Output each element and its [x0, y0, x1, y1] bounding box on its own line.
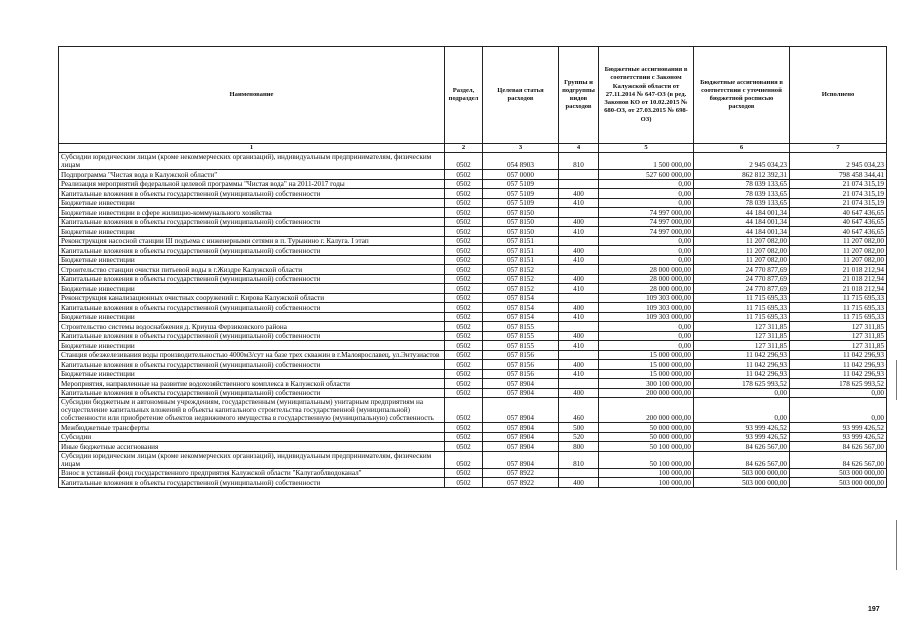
- cell-article: 057 8152: [483, 265, 559, 275]
- column-number: 7: [790, 144, 887, 153]
- cell-article: 057 5109: [483, 179, 559, 189]
- cell-revised: 127 311,85: [694, 322, 790, 332]
- cell-section: 0502: [445, 284, 483, 294]
- cell-revised: 2 945 034,23: [694, 153, 790, 170]
- cell-executed: 0,00: [790, 398, 887, 423]
- cell-group: 500: [559, 423, 599, 433]
- cell-law: 0,00: [599, 255, 694, 265]
- table-row: [59, 198, 887, 208]
- cell-section: 0502: [445, 274, 483, 284]
- cell-revised: 11 715 695,33: [694, 312, 790, 322]
- cell-law: 50 000 000,00: [599, 423, 694, 433]
- cell-article: 057 8151: [483, 255, 559, 265]
- cell-executed: 11 715 695,33: [790, 303, 887, 313]
- table-row: [59, 208, 887, 218]
- cell-article: 057 8922: [483, 468, 559, 478]
- cell-executed: 178 625 993,52: [790, 379, 887, 389]
- cell-name: Взнос в уставный фонд государственного предприятия Калужской области "Калугаоблводоканал": [59, 468, 445, 478]
- cell-name: Капитальные вложения в объекты государственной (муниципальной) собственности: [59, 274, 445, 284]
- table-row: [59, 388, 887, 398]
- cell-name: Капитальные вложения в объекты государственной (муниципальной) собственности: [59, 331, 445, 341]
- cell-revised: 127 311,85: [694, 331, 790, 341]
- cell-revised: 127 311,85: [694, 341, 790, 351]
- cell-revised: 93 999 426,52: [694, 432, 790, 442]
- cell-name: Капитальные вложения в объекты государственной (муниципальной) собственности: [59, 246, 445, 256]
- cell-name: Реконструкция канализационных очистных сооружений г. Кирова Калужской области: [59, 293, 445, 303]
- cell-section: 0502: [445, 293, 483, 303]
- cell-section: 0502: [445, 312, 483, 322]
- cell-revised: 11 207 082,00: [694, 255, 790, 265]
- cell-section: 0502: [445, 350, 483, 360]
- cell-section: 0502: [445, 360, 483, 370]
- cell-article: 057 8154: [483, 293, 559, 303]
- cell-section: 0502: [445, 217, 483, 227]
- table-row: [59, 331, 887, 341]
- cell-section: 0502: [445, 468, 483, 478]
- cell-revised: 11 715 695,33: [694, 293, 790, 303]
- cell-revised: 11 042 296,93: [694, 350, 790, 360]
- cell-article: 057 5109: [483, 198, 559, 208]
- cell-group: 410: [559, 312, 599, 322]
- cell-name: Бюджетные инвестиции: [59, 369, 445, 379]
- cell-name: Капитальные вложения в объекты государственной (муниципальной) собственности: [59, 217, 445, 227]
- table-row: [59, 379, 887, 389]
- cell-section: 0502: [445, 303, 483, 313]
- cell-law: 15 000 000,00: [599, 350, 694, 360]
- cell-name: Бюджетные инвестиции: [59, 255, 445, 265]
- cell-executed: 798 458 344,41: [790, 170, 887, 180]
- cell-article: 057 8155: [483, 322, 559, 332]
- cell-executed: 11 207 082,00: [790, 246, 887, 256]
- cell-law: 28 000 000,00: [599, 265, 694, 275]
- cell-name: Субсидии юридическим лицам (кроме некоммерческих организаций), индивидуальным предпринимателям, физическим лицам: [59, 153, 445, 170]
- cell-article: 057 8904: [483, 442, 559, 452]
- cell-group: 520: [559, 432, 599, 442]
- cell-revised: 44 184 001,34: [694, 227, 790, 237]
- cell-section: 0502: [445, 442, 483, 452]
- cell-revised: 93 999 426,52: [694, 423, 790, 433]
- cell-revised: 0,00: [694, 388, 790, 398]
- table-row: [59, 170, 887, 180]
- cell-executed: 40 647 436,65: [790, 227, 887, 237]
- cell-law: 74 997 000,00: [599, 208, 694, 218]
- cell-name: Капитальные вложения в объекты государственной (муниципальной) собственности: [59, 360, 445, 370]
- cell-executed: 21 018 212,94: [790, 265, 887, 275]
- cell-name: Подпрограмма "Чистая вода в Калужской области": [59, 170, 445, 180]
- cell-law: 109 303 000,00: [599, 312, 694, 322]
- cell-section: 0502: [445, 331, 483, 341]
- cell-group: 410: [559, 341, 599, 351]
- cell-executed: 127 311,85: [790, 331, 887, 341]
- table-row: [59, 236, 887, 246]
- scan-edge-mark: [896, 520, 897, 570]
- cell-revised: 11 715 695,33: [694, 303, 790, 313]
- cell-group: [559, 322, 599, 332]
- cell-name: Бюджетные инвестиции: [59, 312, 445, 322]
- cell-executed: 40 647 436,65: [790, 208, 887, 218]
- cell-group: 400: [559, 388, 599, 398]
- cell-revised: 78 039 133,65: [694, 198, 790, 208]
- cell-executed: 40 647 436,65: [790, 217, 887, 227]
- cell-group: [559, 179, 599, 189]
- table-row: [59, 227, 887, 237]
- cell-group: [559, 170, 599, 180]
- cell-law: 527 600 000,00: [599, 170, 694, 180]
- cell-section: 0502: [445, 236, 483, 246]
- cell-section: 0502: [445, 322, 483, 332]
- cell-section: 0502: [445, 246, 483, 256]
- table-row: [59, 153, 887, 170]
- cell-name: Бюджетные инвестиции: [59, 284, 445, 294]
- cell-law: 15 000 000,00: [599, 369, 694, 379]
- cell-law: 0,00: [599, 236, 694, 246]
- table-row: [59, 179, 887, 189]
- cell-group: 410: [559, 255, 599, 265]
- cell-group: [559, 350, 599, 360]
- cell-article: 057 8904: [483, 379, 559, 389]
- cell-article: 057 8155: [483, 341, 559, 351]
- cell-name: Бюджетные инвестиции: [59, 341, 445, 351]
- column-number: 1: [59, 144, 445, 153]
- column-numbers-row: [59, 144, 887, 153]
- cell-group: 800: [559, 442, 599, 452]
- cell-group: 400: [559, 189, 599, 199]
- cell-law: 200 000 000,00: [599, 388, 694, 398]
- cell-revised: 84 626 567,00: [694, 451, 790, 468]
- cell-group: 400: [559, 478, 599, 488]
- cell-section: 0502: [445, 388, 483, 398]
- cell-article: 057 5109: [483, 189, 559, 199]
- cell-group: 810: [559, 153, 599, 170]
- cell-group: [559, 236, 599, 246]
- cell-name: Бюджетные инвестиции: [59, 227, 445, 237]
- cell-group: 400: [559, 217, 599, 227]
- cell-name: Капитальные вложения в объекты государственной (муниципальной) собственности: [59, 478, 445, 488]
- cell-law: 28 000 000,00: [599, 274, 694, 284]
- cell-name: Субсидии бюджетным и автономным учреждениям, государственным (муниципальным) унитарным предприятиям на осуществление капитальных вложений в объекты капитального строительства государственной (муниципальной) собственности или приобретение объектов недвижимого имущества в государственную (муниципальную) собственность: [59, 398, 445, 423]
- cell-executed: 11 207 082,00: [790, 255, 887, 265]
- cell-name: Бюджетные инвестиции в сфере жилищно-коммунального хозяйства: [59, 208, 445, 218]
- cell-law: 50 000 000,00: [599, 432, 694, 442]
- cell-revised: 11 207 082,00: [694, 246, 790, 256]
- column-number: 3: [483, 144, 559, 153]
- cell-article: 057 8151: [483, 246, 559, 256]
- cell-law: 100 000,00: [599, 468, 694, 478]
- cell-executed: 0,00: [790, 388, 887, 398]
- cell-section: 0502: [445, 423, 483, 433]
- cell-law: 100 000,00: [599, 478, 694, 488]
- cell-revised: 0,00: [694, 398, 790, 423]
- cell-revised: 84 626 567,00: [694, 442, 790, 452]
- cell-executed: 21 074 315,19: [790, 189, 887, 199]
- cell-law: 50 100 000,00: [599, 442, 694, 452]
- table-row: [59, 265, 887, 275]
- cell-article: 057 8152: [483, 274, 559, 284]
- cell-article: 057 8904: [483, 423, 559, 433]
- cell-executed: 11 715 695,33: [790, 293, 887, 303]
- cell-law: 109 303 000,00: [599, 293, 694, 303]
- cell-article: 057 8156: [483, 350, 559, 360]
- cell-law: 0,00: [599, 189, 694, 199]
- cell-article: 057 8904: [483, 451, 559, 468]
- cell-section: 0502: [445, 398, 483, 423]
- cell-article: 057 8154: [483, 303, 559, 313]
- cell-law: 200 000 000,00: [599, 398, 694, 423]
- cell-section: 0502: [445, 208, 483, 218]
- cell-revised: 503 000 000,00: [694, 468, 790, 478]
- cell-revised: 11 042 296,93: [694, 369, 790, 379]
- table-body: [59, 153, 887, 488]
- cell-section: 0502: [445, 369, 483, 379]
- table-row: [59, 468, 887, 478]
- cell-law: 28 000 000,00: [599, 284, 694, 294]
- table-row: [59, 217, 887, 227]
- cell-section: 0502: [445, 341, 483, 351]
- cell-group: 400: [559, 246, 599, 256]
- table-row: [59, 284, 887, 294]
- cell-section: 0502: [445, 189, 483, 199]
- cell-article: 057 8922: [483, 478, 559, 488]
- cell-group: [559, 265, 599, 275]
- cell-name: Мероприятия, направленные на развитие водохозяйственного комплекса в Калужской области: [59, 379, 445, 389]
- table-row: [59, 360, 887, 370]
- cell-article: 057 8150: [483, 217, 559, 227]
- cell-executed: 93 999 426,52: [790, 423, 887, 433]
- cell-group: 460: [559, 398, 599, 423]
- cell-executed: 21 018 212,94: [790, 274, 887, 284]
- cell-name: Капитальные вложения в объекты государственной (муниципальной) собственности: [59, 388, 445, 398]
- cell-group: 410: [559, 227, 599, 237]
- cell-executed: 11 207 082,00: [790, 236, 887, 246]
- cell-revised: 24 770 877,69: [694, 274, 790, 284]
- cell-name: Строительство системы водоснабжения д. Криуша Ферзиковского района: [59, 322, 445, 332]
- cell-law: 74 997 000,00: [599, 227, 694, 237]
- cell-executed: 11 715 695,33: [790, 312, 887, 322]
- cell-executed: 21 018 212,94: [790, 284, 887, 294]
- cell-name: Капитальные вложения в объекты государственной (муниципальной) собственности: [59, 303, 445, 313]
- cell-section: 0502: [445, 432, 483, 442]
- cell-law: 0,00: [599, 322, 694, 332]
- cell-name: Реконструкция насосной станции III подъема с инженерными сетями в п. Турынино г. Калуга. I этап: [59, 236, 445, 246]
- table-row: [59, 322, 887, 332]
- cell-law: 74 997 000,00: [599, 217, 694, 227]
- cell-group: 410: [559, 198, 599, 208]
- cell-article: 057 0000: [483, 170, 559, 180]
- table-row: [59, 369, 887, 379]
- table-row: [59, 398, 887, 423]
- header-article: Целевая статья расходов: [483, 47, 559, 144]
- cell-executed: 503 000 000,00: [790, 468, 887, 478]
- cell-name: Станция обезжелезивания воды производительностью 4000м3/сут на базе трех скважин в г.Малоярославец, ул.Энтузиастов: [59, 350, 445, 360]
- header-revised: Бюджетные ассигнования в соответствии с уточненной бюджетной росписью расходов: [694, 47, 790, 144]
- cell-group: 410: [559, 284, 599, 294]
- cell-section: 0502: [445, 451, 483, 468]
- cell-group: [559, 468, 599, 478]
- cell-revised: 44 184 001,34: [694, 208, 790, 218]
- cell-law: 0,00: [599, 246, 694, 256]
- column-number: 5: [599, 144, 694, 153]
- column-number: 4: [559, 144, 599, 153]
- cell-article: 057 8156: [483, 369, 559, 379]
- cell-law: 300 100 000,00: [599, 379, 694, 389]
- cell-name: Иные бюджетные ассигнования: [59, 442, 445, 452]
- table-row: [59, 478, 887, 488]
- cell-article: 057 8156: [483, 360, 559, 370]
- cell-revised: 178 625 993,52: [694, 379, 790, 389]
- cell-revised: 862 812 392,31: [694, 170, 790, 180]
- table-row: [59, 423, 887, 433]
- cell-law: 50 100 000,00: [599, 451, 694, 468]
- cell-section: 0502: [445, 227, 483, 237]
- cell-article: 057 8904: [483, 398, 559, 423]
- cell-group: [559, 379, 599, 389]
- cell-executed: 11 042 296,93: [790, 360, 887, 370]
- cell-revised: 78 039 133,65: [694, 189, 790, 199]
- cell-article: 054 8903: [483, 153, 559, 170]
- cell-name: Капитальные вложения в объекты государственной (муниципальной) собственности: [59, 189, 445, 199]
- scan-edge-mark: [896, 360, 897, 400]
- cell-name: Субсидии юридическим лицам (кроме некоммерческих организаций), индивидуальным предпринимателям, физическим лицам: [59, 451, 445, 468]
- cell-group: 810: [559, 451, 599, 468]
- column-number: 2: [445, 144, 483, 153]
- cell-law: 0,00: [599, 198, 694, 208]
- table-row: [59, 189, 887, 199]
- cell-group: 400: [559, 303, 599, 313]
- page-number: 197: [868, 606, 880, 613]
- cell-executed: 93 999 426,52: [790, 432, 887, 442]
- cell-executed: 127 311,85: [790, 341, 887, 351]
- cell-article: 057 8154: [483, 312, 559, 322]
- cell-section: 0502: [445, 255, 483, 265]
- cell-name: Межбюджетные трансферты: [59, 423, 445, 433]
- cell-law: 1 500 000,00: [599, 153, 694, 170]
- cell-name: Бюджетные инвестиции: [59, 198, 445, 208]
- cell-group: 410: [559, 369, 599, 379]
- header-name: Наименование: [59, 47, 445, 144]
- budget-table: [58, 46, 887, 488]
- cell-executed: 84 626 567,00: [790, 451, 887, 468]
- table-row: [59, 451, 887, 468]
- cell-article: 057 8155: [483, 331, 559, 341]
- cell-executed: 84 626 567,00: [790, 442, 887, 452]
- cell-section: 0502: [445, 170, 483, 180]
- cell-revised: 11 042 296,93: [694, 360, 790, 370]
- cell-section: 0502: [445, 265, 483, 275]
- cell-executed: 127 311,85: [790, 322, 887, 332]
- cell-revised: 24 770 877,69: [694, 284, 790, 294]
- cell-revised: 78 039 133,65: [694, 179, 790, 189]
- cell-name: Субсидии: [59, 432, 445, 442]
- header-law: Бюджетные ассигнования в соответствии с Законом Калужской области от 27.11.2014 № 647-ОЗ (в ред. Законов КО от 10.02.2015 № 680-ОЗ, от 27.03.2015 № 698-ОЗ): [599, 47, 694, 144]
- cell-executed: 21 074 315,19: [790, 198, 887, 208]
- cell-section: 0502: [445, 478, 483, 488]
- header-executed: Исполнено: [790, 47, 887, 144]
- header-section: Раздел, подраздел: [445, 47, 483, 144]
- cell-article: 057 8151: [483, 236, 559, 246]
- cell-law: 0,00: [599, 341, 694, 351]
- cell-article: 057 8904: [483, 432, 559, 442]
- cell-law: 109 303 000,00: [599, 303, 694, 313]
- table-row: [59, 255, 887, 265]
- cell-section: 0502: [445, 198, 483, 208]
- table-row: [59, 274, 887, 284]
- cell-law: 15 000 000,00: [599, 360, 694, 370]
- cell-group: 400: [559, 274, 599, 284]
- cell-group: 400: [559, 360, 599, 370]
- cell-article: 057 8152: [483, 284, 559, 294]
- cell-law: 0,00: [599, 331, 694, 341]
- table-row: [59, 350, 887, 360]
- header-row: [59, 47, 887, 144]
- table-row: [59, 432, 887, 442]
- cell-group: [559, 208, 599, 218]
- cell-group: 400: [559, 331, 599, 341]
- table-row: [59, 246, 887, 256]
- cell-executed: 11 042 296,93: [790, 350, 887, 360]
- cell-section: 0502: [445, 379, 483, 389]
- cell-name: Реализация мероприятий федеральной целевой программы "Чистая вода" на 2011-2017 годы: [59, 179, 445, 189]
- cell-revised: 11 207 082,00: [694, 236, 790, 246]
- cell-executed: 11 042 296,93: [790, 369, 887, 379]
- cell-revised: 503 000 000,00: [694, 478, 790, 488]
- table-row: [59, 312, 887, 322]
- cell-revised: 24 770 877,69: [694, 265, 790, 275]
- cell-article: 057 8150: [483, 208, 559, 218]
- table-row: [59, 442, 887, 452]
- cell-group: [559, 293, 599, 303]
- column-number: 6: [694, 144, 790, 153]
- cell-section: 0502: [445, 179, 483, 189]
- cell-law: 0,00: [599, 179, 694, 189]
- cell-article: 057 8904: [483, 388, 559, 398]
- table-row: [59, 303, 887, 313]
- cell-executed: 21 074 315,19: [790, 179, 887, 189]
- table-row: [59, 341, 887, 351]
- cell-executed: 2 945 034,23: [790, 153, 887, 170]
- cell-section: 0502: [445, 153, 483, 170]
- cell-executed: 503 000 000,00: [790, 478, 887, 488]
- cell-revised: 44 184 001,34: [694, 217, 790, 227]
- cell-name: Строительство станции очистки питьевой воды в г.Жиздре Калужской области: [59, 265, 445, 275]
- table-row: [59, 293, 887, 303]
- cell-article: 057 8150: [483, 227, 559, 237]
- header-group: Группы и подгруппы видов расходов: [559, 47, 599, 144]
